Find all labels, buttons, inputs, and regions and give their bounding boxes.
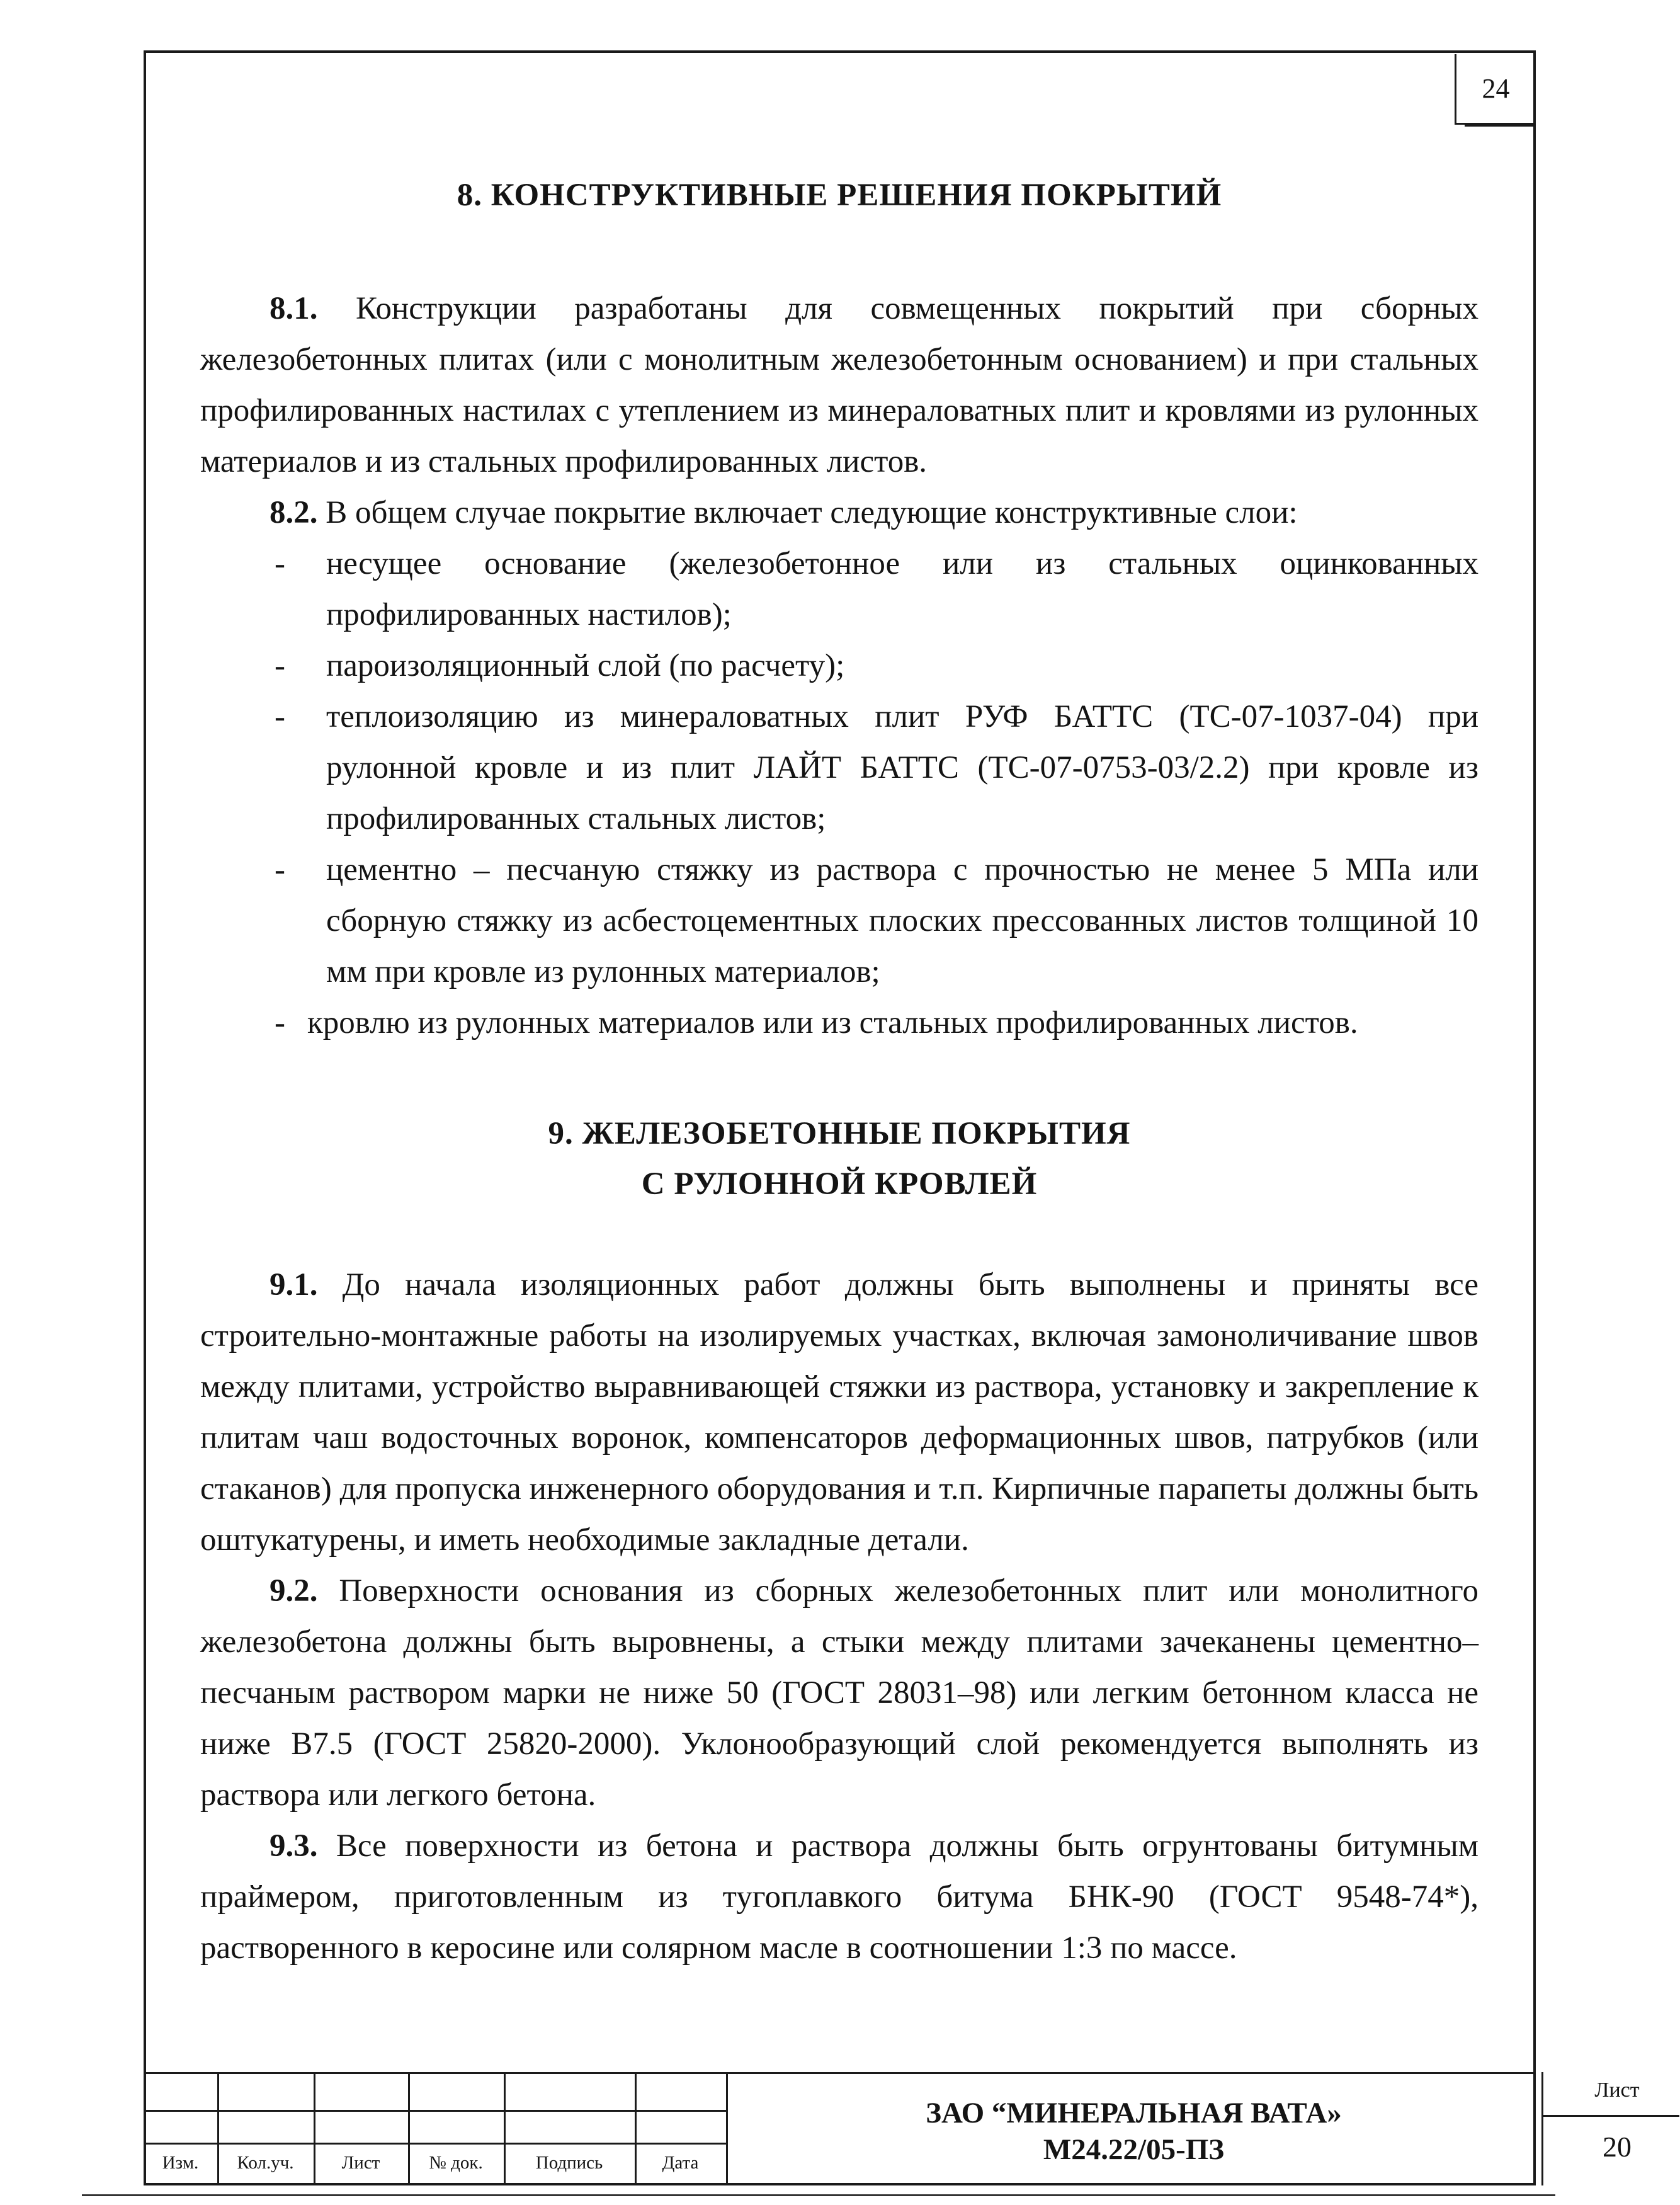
document-body [200,170,1479,1974]
paragraph-8-2 [200,487,1479,538]
list-item [200,998,1479,1049]
label-signature: Подпись [535,2153,603,2173]
list-item [200,692,1479,845]
paragraph-number: 9.2. [270,1573,318,1609]
list-dash: - [275,546,285,581]
list-dash: - [275,1005,285,1040]
paragraph-number: 9.3. [270,1828,318,1864]
paragraph-9-1 [200,1260,1479,1566]
list-item [200,641,1479,692]
corner-tick [1465,125,1535,127]
label-kol-uch: Кол.уч. [237,2153,294,2173]
organization-block [726,2095,1541,2168]
list-dash: - [275,648,285,683]
document-code: М24.22/05-ПЗ [1043,2133,1225,2166]
list-item [200,845,1479,998]
list-dash: - [275,852,285,887]
label-list: Лист [341,2153,380,2173]
section-8-title: 8. КОНСТРУКТИВНЫЕ РЕШЕНИЯ ПОКРЫТИЙ [457,178,1222,213]
paragraph-number: 8.1. [270,291,318,326]
title-block-row-line [144,2143,726,2145]
paragraph-number: 8.2. [270,495,318,530]
title-block [144,2072,1640,2185]
list-item-text: кровлю из рулонных материалов или из стальных профилированных листов. [307,1005,1358,1040]
paragraph-number: 9.1. [270,1267,318,1302]
section-9-title-line-2: С РУЛОННОЙ КРОВЛЕЙ [641,1166,1038,1202]
list-item [200,538,1479,641]
list-item-text: теплоизоляцию из минераловатных плит РУФ БАТТС (ТС-07-1037-04) при рулонной кровле и из плит ЛАЙТ БАТТС (ТС-07-0753-03/2.2) при кровле из профилированных стальных листов; [326,699,1479,836]
list-item-text: пароизоляционный слой (по расчету); [326,648,845,683]
paragraph-text: Конструкции разработаны для совмещенных покрытий при сборных железобетонных плитах (или с монолитным железобетонным основанием) и при стальных профилированных настилах с утеплением из минераловатных плит и кровлями из рулонных материалов и из стальных профилированных листов. [200,291,1479,479]
label-date: Дата [662,2153,699,2173]
paragraph-text: Поверхности основания из сборных железобетонных плит или монолитного железобетона должны быть выровнены, а стыки между плитами зачеканены цементно–песчаным раствором марки не ниже 50 (ГОСТ 28031–98) или легким бетонном класса не ниже В7.5 (ГОСТ 25820-2000). Уклонообразующий слой рекомендуется выполнять из раствора или легкого бетона. [200,1573,1479,1813]
list-item-text: несущее основание (железобетонное или из стальных оцинкованных профилированных настилов); [326,546,1479,632]
sheet-number: 20 [1603,2131,1632,2163]
corner-page-number: 24 [1455,54,1535,125]
organization-name: ЗАО “МИНЕРАЛЬНАЯ ВАТА» [926,2097,1342,2129]
paragraph-text: В общем случае покрытие включает следующие конструктивные слои: [317,495,1298,530]
label-doc-number: № док. [429,2153,483,2173]
layers-list [200,538,1479,1049]
page-bottom-line [82,2194,1555,2196]
list-item-text: цементно – песчаную стяжку из раствора с прочностью не менее 5 МПа или сборную стяжку из асбестоцементных плоских прессованных листов толщиной 10 мм при кровле из рулонных материалов; [326,852,1479,989]
title-block-top-line [144,2072,1536,2074]
paragraph-text: До начала изоляционных работ должны быть выполнены и приняты все строительно-монтажные работы на изолируемых участках, включая замоноличивание швов между плитами, устройство выравнивающей стяжки из раствора, установку и закрепление к плитам чаш водосточных воронок, компенсаторов деформационных швов, патрубков (или стаканов) для пропуска инженерного оборудования и т.п. Кирпичные парапеты должны быть оштукатурены, и иметь необходимые закладные детали. [200,1267,1479,1558]
paragraph-9-3 [200,1821,1479,1974]
title-block-col-line [1541,2072,1543,2185]
sheet-label: Лист [1594,2078,1640,2102]
label-izm: Изм. [162,2153,199,2173]
title-block-row-line [144,2110,726,2112]
list-dash: - [275,699,285,734]
paragraph-9-2 [200,1566,1479,1821]
paragraph-text: Все поверхности из бетона и раствора должны быть огрунтованы битумным праймером, приготовленным из тугоплавкого битума БНК-90 (ГОСТ 9548-74*), растворенного в керосине или солярном масле в соотношении 1:3 по массе. [200,1828,1479,1966]
title-block-sheet-line [1541,2115,1679,2117]
section-9-title-line-1: 9. ЖЕЛЕЗОБЕТОННЫЕ ПОКРЫТИЯ [548,1116,1131,1151]
paragraph-8-1 [200,283,1479,487]
